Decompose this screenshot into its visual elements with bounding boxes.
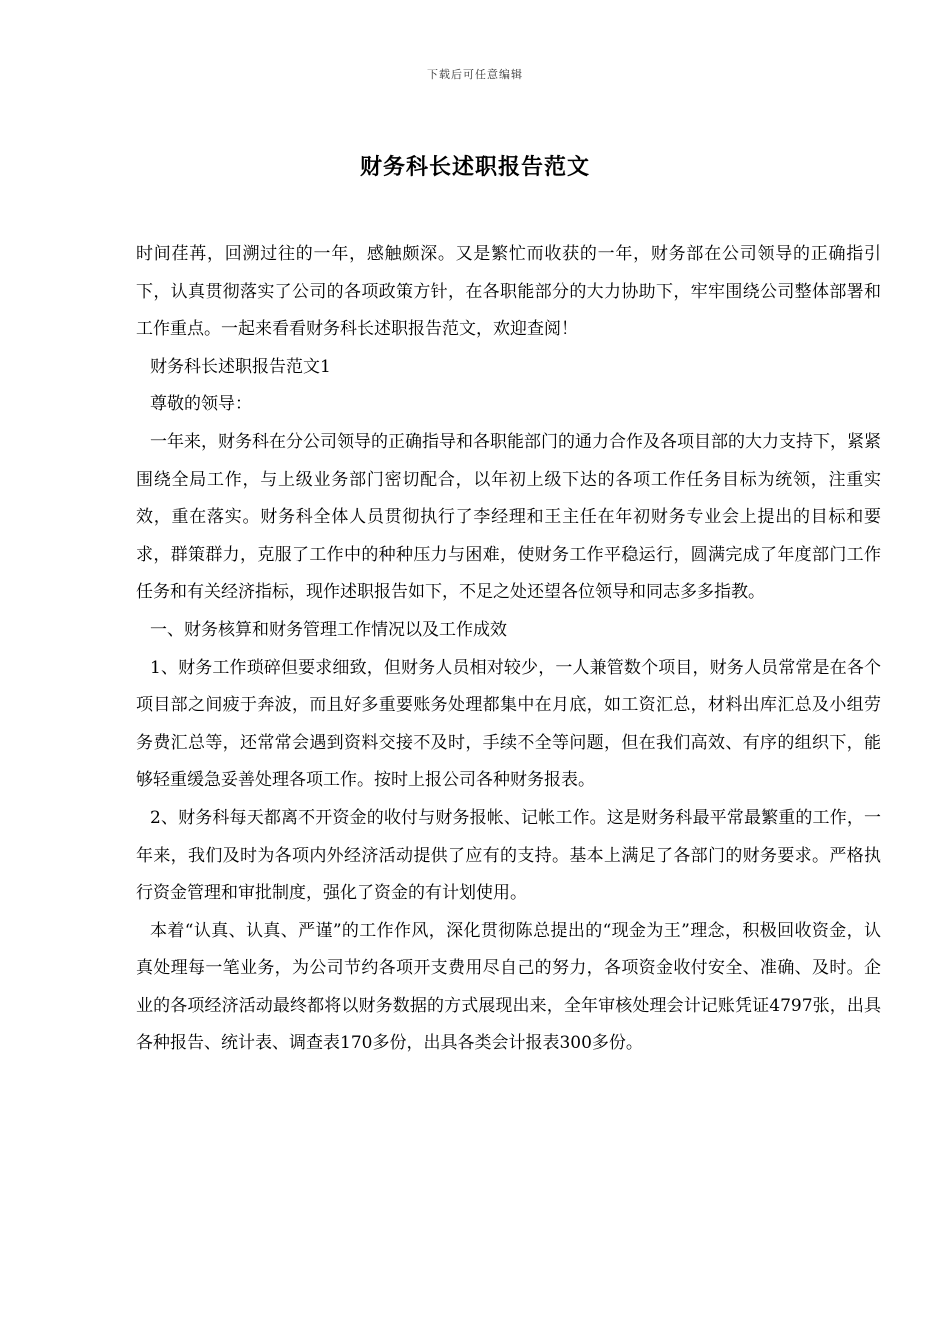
header-note: 下载后可任意编辑: [427, 68, 523, 81]
salutation: 尊敬的领导：: [150, 394, 252, 415]
section-title: 财务科长述职报告范文1: [150, 356, 331, 377]
document-body: [136, 236, 881, 1063]
section-heading: 一、财务核算和财务管理工作情况以及工作成效: [150, 619, 507, 640]
body-paragraph: 2、财务科每天都离不开资金的收付与财务报帐、记帐工作。这是财务科最平常最繁重的工作，一年来，我们及时为各项内外经济活动提供了应有的支持。基本上满足了各部门的财务要求。严格执行资金管理和审批制度，强化了资金的有计划使用。: [136, 807, 881, 904]
body-paragraph: 1、财务工作琐碎但要求细致，但财务人员相对较少，一人兼管数个项目，财务人员常常是在各个项目部之间疲于奔波，而且好多重要账务处理都集中在月底，如工资汇总，材料出库汇总及小组劳务费汇总等，还常常会遇到资料交接不及时，手续不全等问题，但在我们高效、有序的组织下，能够轻重缓急妥善处理各项工作。按时上报公司各种财务报表。: [136, 657, 881, 791]
document-title: 财务科长述职报告范文: [359, 155, 590, 180]
body-paragraph: 一年来，财务科在分公司领导的正确指导和各职能部门的通力合作及各项目部的大力支持下，紧紧围绕全局工作，与上级业务部门密切配合，以年初上级下达的各项工作任务目标为统领，注重实效，重在落实。财务科全体人员贯彻执行了李经理和王主任在年初财务专业会上提出的目标和要求，群策群力，克服了工作中的种种压力与困难，使财务工作平稳运行，圆满完成了年度部门工作任务和有关经济指标，现作述职报告如下，不足之处还望各位领导和同志多多指教。: [136, 431, 881, 603]
body-paragraph: 本着“认真、认真、严谨”的工作作风，深化贯彻陈总提出的“现金为王”理念，积极回收资金，认真处理每一笔业务，为公司节约各项开支费用尽自己的努力，各项资金收付安全、准确、及时。企业的各项经济活动最终都将以财务数据的方式展现出来，全年审核处理会计记账凭证4797张，出具各种报告、统计表、调查表170多份，出具各类会计报表300多份。: [136, 920, 881, 1054]
intro-paragraph: 时间荏苒，回溯过往的一年，感触颇深。又是繁忙而收获的一年，财务部在公司领导的正确指引下，认真贯彻落实了公司的各项政策方针，在各职能部分的大力协助下，牢牢围绕公司整体部署和工作重点。一起来看看财务科长述职报告范文，欢迎查阅！: [136, 244, 881, 340]
